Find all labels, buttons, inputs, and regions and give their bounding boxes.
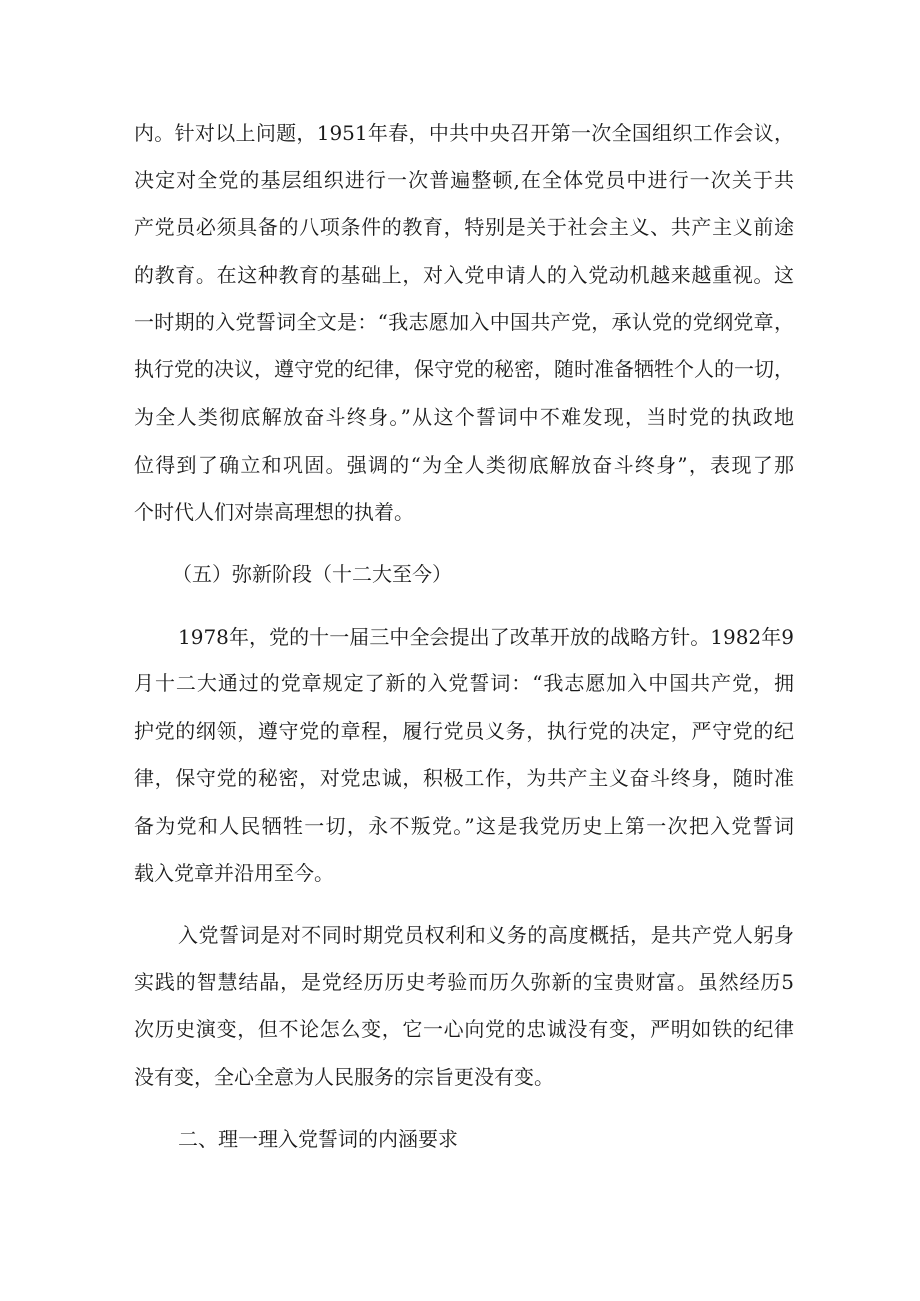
text-line: 位得到了确立和巩固。强调的“为全人类彻底解放奋斗终身”，表现了那 [134,453,794,477]
text-line: 产党员必须具备的八项条件的教育，特别是关于社会主义、共产主义前途 [134,215,794,239]
text-line: 月十二大通过的党章规定了新的入党誓词：“我志愿加入中国共产党，拥 [134,671,794,695]
text-line: 为全人类彻底解放奋斗终身。”从这个誓词中不难发现，当时党的执政地 [134,405,794,429]
section-heading: （五）弥新阶段（十二大至今） [172,562,452,586]
text-line: 个时代人们对崇高理想的执着。 [134,500,414,524]
text-line: 入党誓词是对不同时期党员权利和义务的高度概括，是共产党人躬身 [178,923,794,947]
section-heading: 二、理一理入党誓词的内涵要求 [178,1127,458,1151]
text-line: 一时期的入党誓词全文是：“我志愿加入中国共产党，承认党的党纲党章， [134,310,794,334]
text-line: 决定对全党的基层组织进行一次普遍整顿,在全体党员中进行一次关于共 [134,168,794,192]
text-line: 没有变，全心全意为人民服务的宗旨更没有变。 [134,1065,554,1089]
text-line: 次历史演变，但不论怎么变，它一心向党的忠诚没有变，严明如铁的纪律 [134,1017,794,1041]
text-line: 实践的智慧结晶，是党经历历史考验而历久弥新的宝贵财富。虽然经历5 [134,970,794,994]
text-line: 的教育。在这种教育的基础上，对入党申请人的入党动机越来越重视。这 [134,263,794,287]
text-line: 载入党章并沿用至今。 [134,861,334,885]
text-line: 律，保守党的秘密，对党忠诚，积极工作，为共产主义奋斗终身，随时准 [134,766,794,790]
text-line: 1978年，党的十一届三中全会提出了改革开放的战略方针。1982年9 [178,625,794,649]
text-line: 护党的纲领，遵守党的章程，履行党员义务，执行党的决定，严守党的纪 [134,719,794,743]
text-line: 执行党的决议，遵守党的纪律，保守党的秘密，随时准备牺牲个人的一切， [134,357,794,381]
text-line: 备为党和人民牺牲一切，永不叛党。”这是我党历史上第一次把入党誓词 [134,814,794,838]
text-line: 内。针对以上问题，1951年春，中共中央召开第一次全国组织工作会议， [134,121,794,145]
